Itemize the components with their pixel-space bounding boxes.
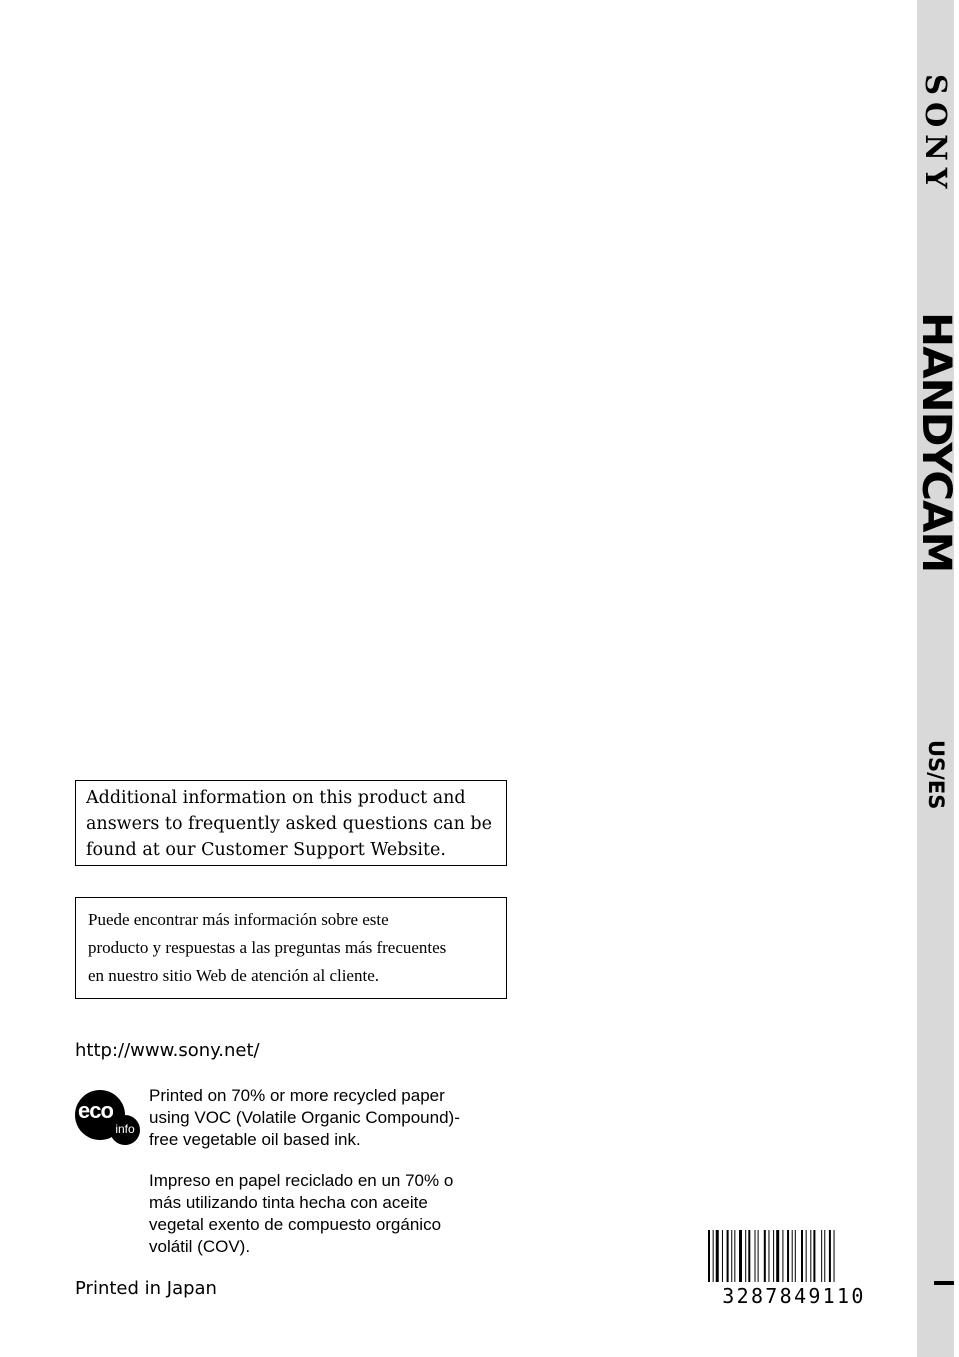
eco-statement-english [149,1085,499,1151]
eco-line: Printed on 70% or more recycled paper [149,1086,445,1105]
eco-line: using VOC (Volatile Organic Compound)- [149,1108,460,1127]
edge-tick-mark [934,1281,954,1285]
eco-line: Impreso en papel reciclado en un 70% o [149,1171,454,1190]
side-tab-strip [917,0,954,1357]
support-notice-spanish [75,897,507,999]
eco-line: volátil (COV). [149,1237,251,1256]
printed-in-label: Printed in Japan [75,1278,217,1299]
eco-statement-spanish [149,1170,499,1258]
notice-line: producto y respuestas a las preguntas más frecuentes [88,938,447,957]
notice-line: answers to frequently asked questions can be [86,814,492,834]
handycam-logo: HANDYCAM [913,312,959,573]
barcode-number: 3287849110 [722,1284,866,1308]
eco-badge-text: eco [78,1098,113,1123]
sony-logo: SONY [919,74,953,196]
barcode-graphic [708,1230,880,1282]
notice-line: Additional information on this product and [86,788,466,808]
eco-line: free vegetable oil based ink. [149,1130,361,1149]
eco-line: más utilizando tinta hecha con aceite [149,1193,428,1212]
eco-info-sub-badge: info [110,1115,140,1145]
region-code: US/ES [924,740,948,810]
notice-line: en nuestro sitio Web de atención al cliente. [88,966,380,985]
eco-line: vegetal exento de compuesto orgánico [149,1215,442,1234]
notice-line: found at our Customer Support Website. [86,840,446,860]
website-url[interactable]: http://www.sony.net/ [75,1040,260,1061]
notice-line: Puede encontrar más información sobre este [88,910,389,929]
support-notice-english [75,780,507,866]
